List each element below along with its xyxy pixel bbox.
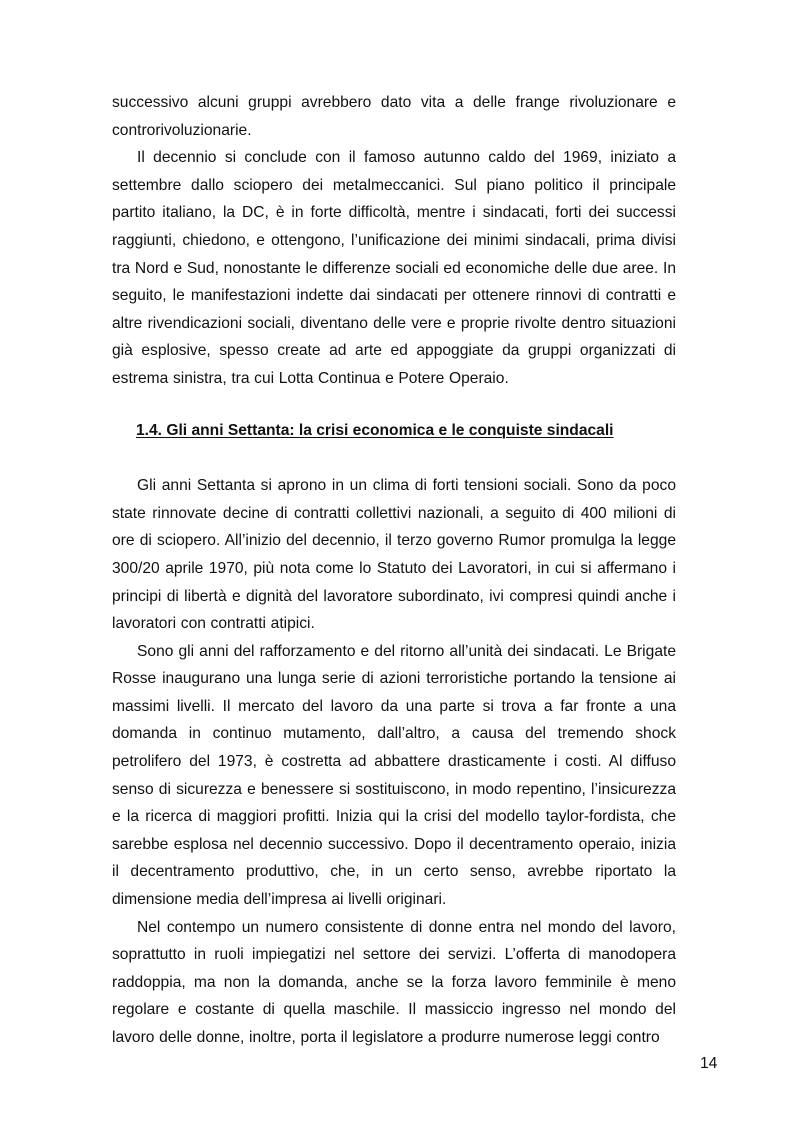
document-page [112,89,676,1052]
paragraph: Sono gli anni del rafforzamento e del ritorno all’unità dei sindacati. Le Brigate Rosse inaugurano una lunga serie di azioni terroristiche portando la tensione ai massimi livelli. Il mercato del lavoro da una parte si trova a far fronte a una domanda in continuo mutamento, dall’altro, a causa del tremendo shock petrolifero del 1973, è costretta ad abbattere drasticamente i costi. Al diffuso senso di sicurezza e benessere si sostituiscono, in modo repentino, l’insicurezza e la ricerca di maggiori profitti. Inizia qui la crisi del modello taylor-fordista, che sarebbe esplosa nel decennio successivo. Dopo il decentramento operaio, inizia il decentramento produttivo, che, in un certo senso, avrebbe riportato la dimensione media dell’impresa ai livelli originari. [112,642,676,909]
spacer [112,444,676,472]
paragraph: successivo alcuni gruppi avrebbero dato vita a delle frange rivoluzionare e controrivoluzionarie. [112,94,676,139]
page-number: 14 [700,1055,718,1072]
paragraph: Nel contempo un numero consistente di donne entra nel mondo del lavoro, soprattutto in ruoli impiegatizi nel settore dei servizi. L’offerta di manodopera raddoppia, ma non la domanda, anche se la forza lavoro femminile è meno regolare e costante di quella maschile. Il massiccio ingresso nel mondo del lavoro delle donne, inoltre, porta il legislatore a produrre numerose leggi contro [112,918,676,1046]
paragraph: Gli anni Settanta si aprono in un clima di forti tensioni sociali. Sono da poco state rinnovate decine di contratti collettivi nazionali, a seguito di 400 milioni di ore di sciopero. All’inizio del decennio, il terzo governo Rumor promulga la legge 300/20 aprile 1970, più nota come lo Statuto dei Lavoratori, in cui si affermano i principi di libertà e dignità del lavoratore subordinato, ivi compresi quindi anche i lavoratori con contratti atipici. [112,477,676,633]
section-heading: 1.4. Gli anni Settanta: la crisi economica e le conquiste sindacali [136,421,614,439]
paragraph: Il decennio si conclude con il famoso autunno caldo del 1969, iniziato a settembre dallo sciopero dei metalmeccanici. Sul piano politico il principale partito italiano, la DC, è in forte difficoltà, mentre i sindacati, forti dei successi raggiunti, chiedono, e ottengono, l’unificazione dei minimi sindacali, prima divisi tra Nord e Sud, nonostante le differenze sociali ed economiche delle due aree. In seguito, le manifestazioni indette dai sindacati per ottenere rinnovi di contratti e altre rivendicazioni sociali, diventano delle vere e proprie rivolte dentro situazioni già esplosive, spesso create ad arte ed appoggiate da gruppi organizzati di estrema sinistra, tra cui Lotta Continua e Potere Operaio. [112,149,676,387]
